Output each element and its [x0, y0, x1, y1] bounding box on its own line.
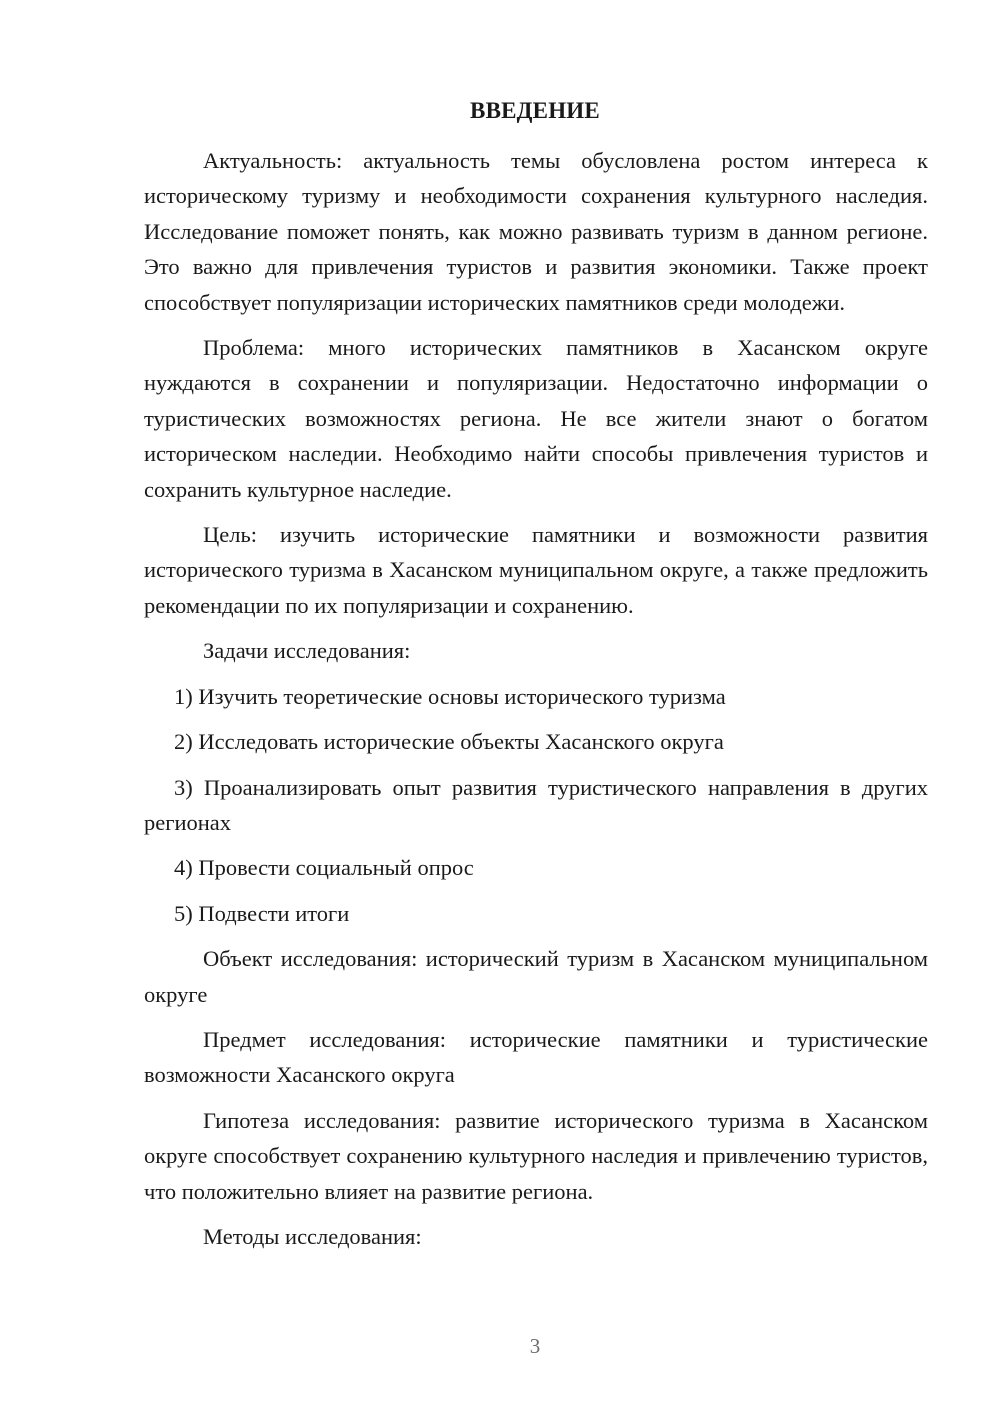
task-item: 2) Исследовать исторические объекты Хасанского округа [174, 729, 724, 755]
task-item: 4) Провести социальный опрос [174, 855, 474, 881]
tasks-title: Задачи исследования: [203, 638, 411, 664]
task-item: 1) Изучить теоретические основы исторического туризма [174, 683, 726, 709]
task-item: 5) Подвести итоги [174, 900, 350, 926]
subject-paragraph: Предмет исследования: исторические памятники и туристические возможности Хасанского округа [144, 1026, 928, 1088]
object-paragraph: Объект исследования: исторический туризм в Хасанском муниципальном округе [144, 946, 928, 1007]
page-number: 3 [529, 1334, 541, 1358]
methods-title: Методы исследования: [203, 1223, 422, 1249]
task-item: 3) Проанализировать опыт развития туристического направления в других регионах [144, 774, 928, 835]
goal-paragraph: Цель: изучить исторические памятники и возможности развития исторического туризма в Хасанском муниципальном округе, а также предложить рекомендации по их популяризации и сохранению. [144, 522, 928, 618]
page-heading: ВВЕДЕНИЕ [470, 98, 600, 123]
document-body [144, 143, 928, 1264]
problem-paragraph: Проблема: много исторических памятников в Хасанском округе нуждаются в сохранении и популяризации. Недостаточно информации о туристических возможностях региона. Не все жители знают о богатом историческом наследии. Необходимо найти способы привлечения туристов и сохранить культурное наследие. [144, 335, 928, 502]
hypothesis-paragraph: Гипотеза исследования: развитие исторического туризма в Хасанском округе способствует сохранению культурного наследия и привлечению туристов, что положительно влияет на развитие региона. [144, 1107, 928, 1204]
relevance-paragraph: Актуальность: актуальность темы обусловлена ростом интереса к историческому туризму и необходимости сохранения культурного наследия. Исследование поможет понять, как можно развивать туризм в данном регионе. Это важно для привлечения туристов и развития экономики. Также проект способствует популяризации исторических памятников среди молодежи. [144, 148, 928, 315]
